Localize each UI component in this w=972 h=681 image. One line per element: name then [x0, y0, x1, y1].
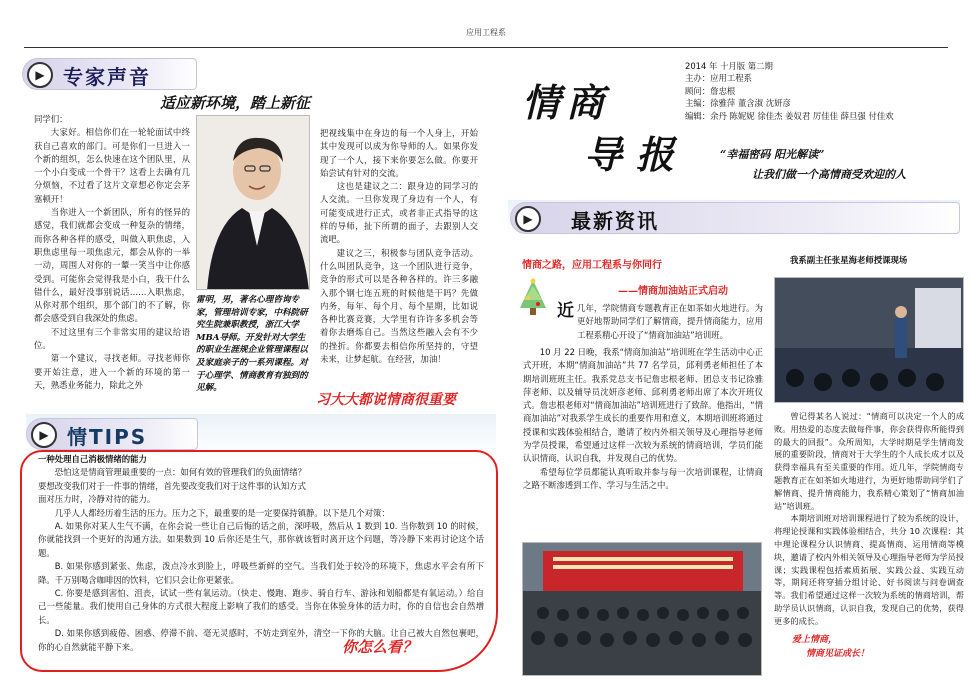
news-paragraph: 希望每位学员都能认真听取并参与每一次培训课程，让情商之路不断渗透到工作、学习与生活之中。: [523, 466, 763, 490]
masthead-title-line2: 导报: [584, 132, 689, 177]
tips-paragraph: 面对压力时，冷静对待的能力。: [38, 494, 156, 505]
advisor-line: 顾问：詹忠根: [685, 85, 736, 96]
masthead-title-line1: 情商: [522, 80, 611, 125]
masthead-slogan: 让我们做一个高情商受欢迎的人: [752, 168, 906, 181]
editor-chief-line: 主编：徐雅萍 董含淑 沈妍彦: [685, 98, 791, 109]
lecture-photo: [774, 277, 964, 403]
red-slogan: 习大大都说情商很重要: [316, 392, 456, 408]
tips-banner: [26, 418, 198, 450]
masthead-info: [685, 60, 955, 122]
closing-line-1: 爱上情商，: [792, 635, 838, 645]
tips-paragraph: 几乎人人都经历着生活的压力。压力之下，最重要的是一定要保持镇静。以下是几个对策：: [54, 507, 390, 518]
top-divider: [24, 47, 948, 48]
expert-paragraph: 不过这里有三个非常实用的建议给语位。: [34, 326, 190, 351]
expert-banner: [22, 58, 197, 90]
expert-column-1: [34, 113, 190, 392]
expert-paragraph: 这也是建议之二：跟身边的同学习的人交流。一旦你发现了身边有一个人，有可能变成进行正式，或者非正式指导的这样的导师，扯下所谓的面子，去跟别人交流吧。: [320, 181, 478, 245]
expert-paragraph: 第一个建议，寻找老师。寻找老师你要开始注意，进入一个新的环境的第一天，熟悉业务能力，除此之外: [34, 353, 190, 390]
news-dropcap: 近: [557, 301, 574, 321]
play-icon: ▶: [27, 62, 53, 88]
expert-photo-caption: 雷明，男，著名心理咨询专家，管理培训专家，中科院研究生院兼职教授，浙江大学MBA导师。开发针对大学生的职业生涯规企业管理课程以及家庭亲子的一系列课程。对于心理学、情商教育有独到的见解。: [196, 295, 308, 394]
play-icon: ▶: [515, 206, 541, 232]
editors-line: 编辑：余丹 陈妮妮 徐佳杰 姜奴君 厉佳佳 薛旦强 付佳欢: [685, 110, 894, 121]
expert-paragraph: 当你进入一个新团队，所有的怪异的感觉，我们就都会变成一种复杂的情绪，而你各种各样的感受，叫做入职焦虑，入职焦虑里每一项焦虑元，都会从你的一举一动，周围人对你的一颦一笑当中让你感受到。可能你会觉得我是小白，我干什么错什么，最好没事别说话……入职焦虑，从你对那个组织，那个部门的不了解，你都会感受到自我深处的焦虑。: [34, 207, 190, 324]
expert-paragraph: 把视线集中在身边的每一个人身上，开始其中发现可以成为你导师的人。如果你发现了一个人，接下来你要怎么做。你要开始尝试有针对的交流。: [320, 128, 478, 178]
photo-title: 我系副主任张星海老师授课现场: [790, 255, 908, 265]
news-right-paragraph: 本期培训班对培训课程进行了较为系统的设计，将理论授课和实践体验相结合，共分 10 次课程：其中理论课程分认识情商、提高情商、运用情商等模块，邀请了校内外相关领导及心理指导老师为学员授课；实践课程包括素质拓展、实践公益、实践互动等，期间还将穿插分组讨论、好书阅读与问卷调查等。我们希望通过这样一次较为系统的情商培训，帮助学员认识情商，认识自我，发现自己的优势，获得更多的成长。: [774, 513, 964, 626]
tips-paragraph: 恐怕这是情商管理最重要的一点：如何有效的管理我们的负面情绪？: [54, 467, 307, 478]
tips-paragraph: D. 如果你感到疲倦、困惑、停滞不前、毫无灵感时，不妨走到室外，清空一下你的大脑。让自己被大自然包裹吧，你的心自然就能平静下来。: [38, 628, 484, 652]
expert-paragraph: 大家好。相信你们在一轮轮面试中终获自己喜欢的部门。可是你们一旦进入一个新的组织，怎么快速在这个团队里，从一个小白变成一个骨干？这看上去确有几分烦恼，不过看了这片文章想必你定会茅塞顿开！: [34, 127, 190, 204]
auditorium-photo: [522, 542, 762, 676]
greeting: 同学们：: [34, 114, 68, 124]
tips-title: 情TIPS: [67, 425, 148, 449]
play-icon: ▶: [31, 422, 57, 448]
masthead-motto: “幸福密码 阳光解读”: [720, 148, 825, 161]
expert-column-2: [320, 127, 478, 366]
news-body: [523, 346, 763, 492]
closing-line-2: 情商见证成长！: [806, 649, 870, 659]
news-title: 最新资讯: [571, 209, 659, 233]
tips-paragraph: A. 如果你对某人生气不满，在你会说一些让自己后悔的话之前，深呼吸，然后从 1 数到 10. 当你数到 10 的时候，你就能找到一个更好的沟通方法。如果数到 10 后你还是生气，那你就该暂时离开这个问题，等冷静下来再讨论这个话题。: [38, 521, 484, 558]
host-line: 主办：应用工程系: [685, 73, 752, 84]
news-subheadline: ——情商加油站正式启动: [618, 286, 728, 297]
running-header: 应用工程系: [466, 28, 506, 37]
news-right-column: [774, 410, 964, 628]
tips-paragraph: B. 如果你感到紧张、焦虑，泼点冷水到脸上，呼吸些新鲜的空气。当我们处于较冷的环境下，焦虑水平会有所下降。千万别喝含咖啡因的饮料，它们只会让你更紧张。: [38, 561, 484, 585]
news-banner: [510, 202, 960, 234]
tips-paragraph: C. 你要是感到害怕、沮丧，试试一些有氧运动。（快走、慢跑、跑步、骑自行车、游泳和划船都是有氧运动。）给自己一些能量。我们使用自己身体的方式很大程度上影响了我们的感受。当你在体验身体的活力时，你的自信也会自然增长。: [38, 588, 484, 625]
issue-line: 2014 年 十月版 第二期: [685, 61, 773, 71]
news-right-paragraph: 曾记得某名人说过：“情商可以决定一个人的成败。用热爱的态度去做每件事，你会获得你所能得到的最大的回报”。众所周知，大学时期是学生情商发展的重要阶段，情商对于大学生的个人成长成才以及获得幸福具有至关重要的作用。近几年，学院情商专题教育正在如茶如火地进行，为更好地帮助同学们了解情商、提升情商能力，我系精心策划了“情商加油站”培训班。: [774, 411, 964, 511]
tips-content: [38, 453, 484, 654]
expert-photo: [196, 115, 310, 290]
news-headline: 情商之路，应用工程系与你同行: [522, 260, 662, 271]
tips-bubble-text: 你怎么看？: [342, 638, 418, 656]
expert-paragraph: 建议之三，积极参与团队竞争活动。什么叫团队竞争，这一个团队进行竞争，竞争的形式可以是各种各样的。许三多融入那个钢七连五班的时候他是干吗？先做内务，每年、每个月、每个星期，比如说各种比赛竞赛，大学里有许许多多机会等着你去磨炼自己。当然这些融入会有不少的挫折。你都要去相信你所坚持的，守望未来，让梦起航。在经营，加油！: [320, 247, 478, 365]
tips-paragraph: 要想改变我们对于一件事的情绪，首先要改变我们对于这件事的认知方式: [38, 480, 306, 491]
tips-heading: 一种处理自己消极情绪的能力: [38, 454, 147, 464]
news-lead: 几年，学院情商专题教育正在如茶如火地进行。为更好地帮助同学们了解情商，提升情商能力，应用工程系精心开设了“情商加油站”培训班。: [577, 303, 763, 340]
news-paragraph: 10 月 22 日晚，我系“情商加油站”培训班在学生活动中心正式开班，本期“情商加油站”共 77 名学员，邱利勇老师担任了本期培训班班主任。我系党总支书记詹忠根老师、团总支书记徐雅萍老师、以及辅导员沈妍彦老师、邱利勇老师出席了本次开班仪式。詹忠根老师对“情商加油站”培训班进行了致辞。他指出，“情商加油站”对我系学生成长的重要作用和意义，本期培训班将通过授课和实践体验相结合，邀请了校内外相关领导及心理指导老师为学员授课，希望通过这样一次较为系统的情商培训，学员们能认识情商，认识自我，并发现自己的优势。: [523, 347, 763, 464]
expert-title: 专家声音: [63, 65, 151, 89]
expert-subtitle: 适应新环境，踏上新征: [160, 94, 311, 112]
christmas-tree-icon: [516, 278, 550, 318]
